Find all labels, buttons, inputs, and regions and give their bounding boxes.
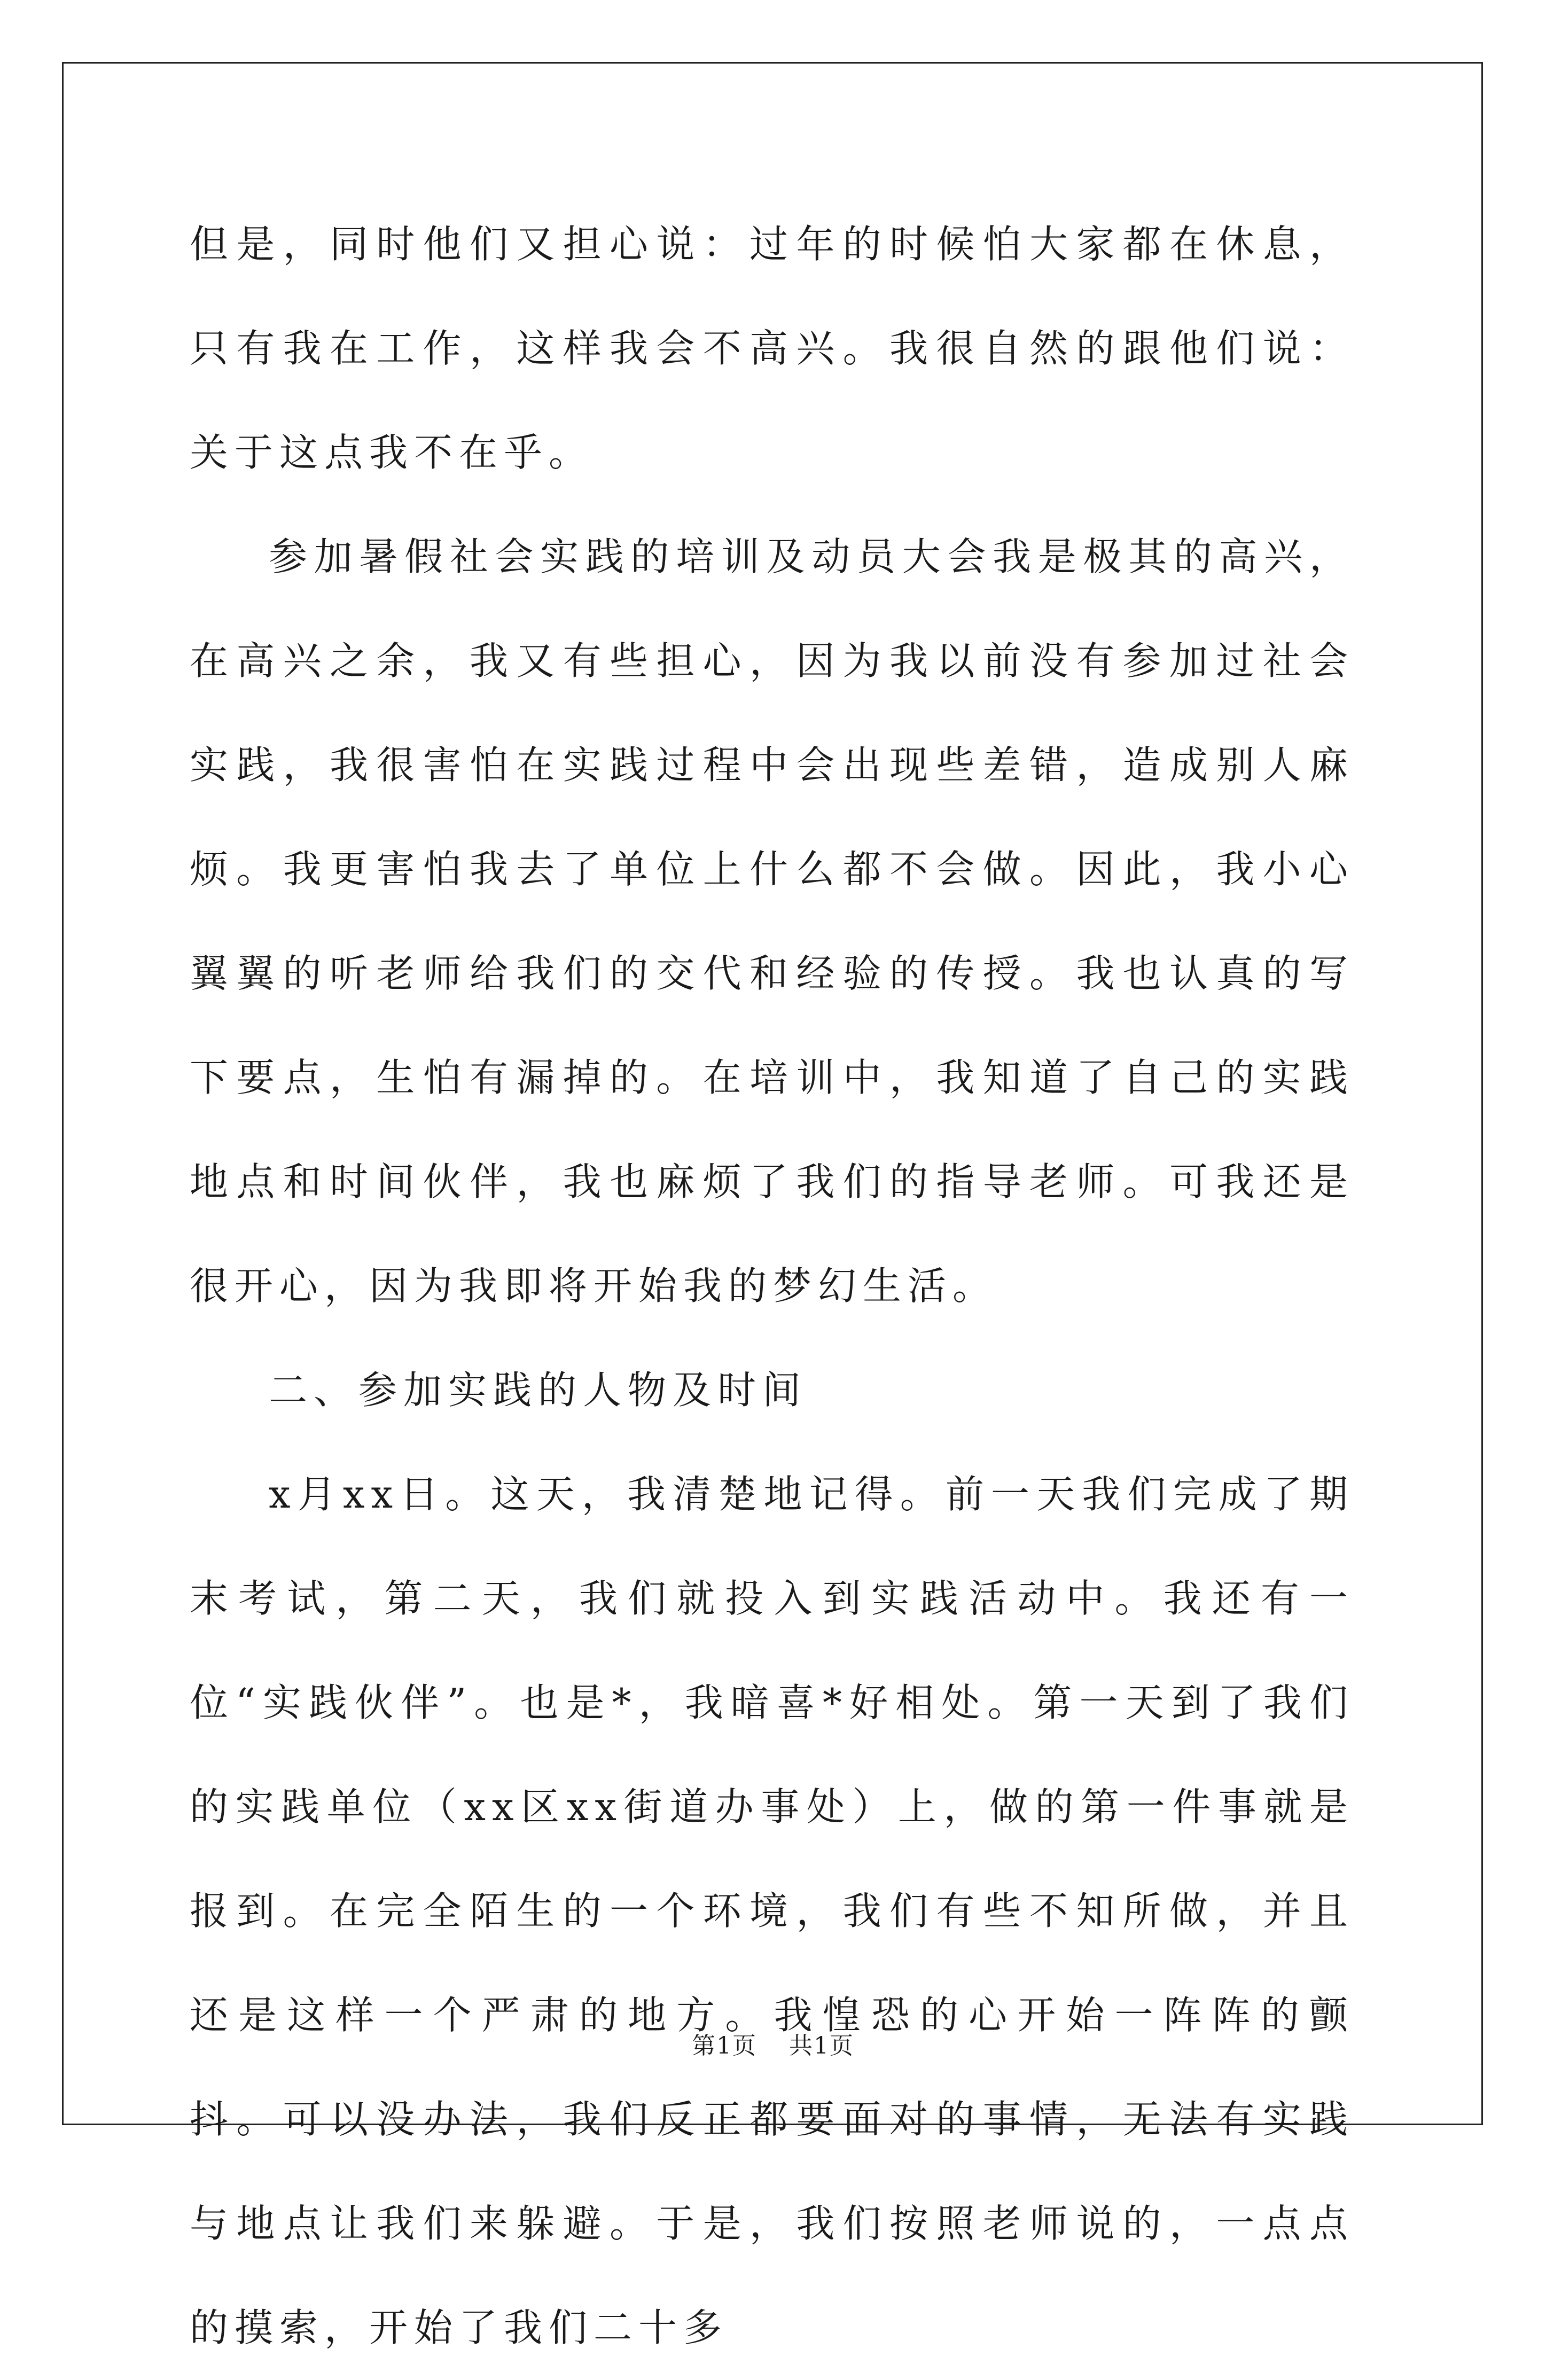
page-number: 第1页	[692, 2032, 757, 2059]
section-heading: 二、参加实践的人物及时间	[269, 1368, 808, 1413]
paragraph: x月xx日。这天，我清楚地记得。前一天我们完成了期末考试，第二天，我们就投入到实践活动中。我还有一位“实践伙伴”。也是*，我暗喜*好相处。第一天到了我们的实践单位（xx区xx街道办事处）上，做的第一件事就是报到。在完全陌生的一个环境，我们有些不知所做，并且还是这样一个严肃的地方。我惶恐的心开始一阵阵的颤抖。可以没办法，我们反正都要面对的事情，无法有实践与地点让我们来躲避。于是，我们按照老师说的，一点点的摸索，开始了我们二十多	[190, 1472, 1354, 2350]
page-total: 共1页	[789, 2032, 854, 2059]
paragraph: 参加暑假社会实践的培训及动员大会我是极其的高兴，在高兴之余，我又有些担心，因为我以前没有参加过社会实践，我很害怕在实践过程中会出现些差错，造成别人麻烦。我更害怕我去了单位上什么都不会做。因此，我小心翼翼的听老师给我们的交代和经验的传授。我也认真的写下要点，生怕有漏掉的。在培训中，我知道了自己的实践地点和时间伙伴，我也麻烦了我们的指导老师。可我还是很开心，因为我即将开始我的梦幻生活。	[190, 534, 1354, 1308]
paragraph: 但是，同时他们又担心说：过年的时候怕大家都在休息，只有我在工作，这样我会不高兴。我很自然的跟他们说：关于这点我不在乎。	[190, 222, 1354, 475]
page-footer	[0, 2030, 1546, 2062]
